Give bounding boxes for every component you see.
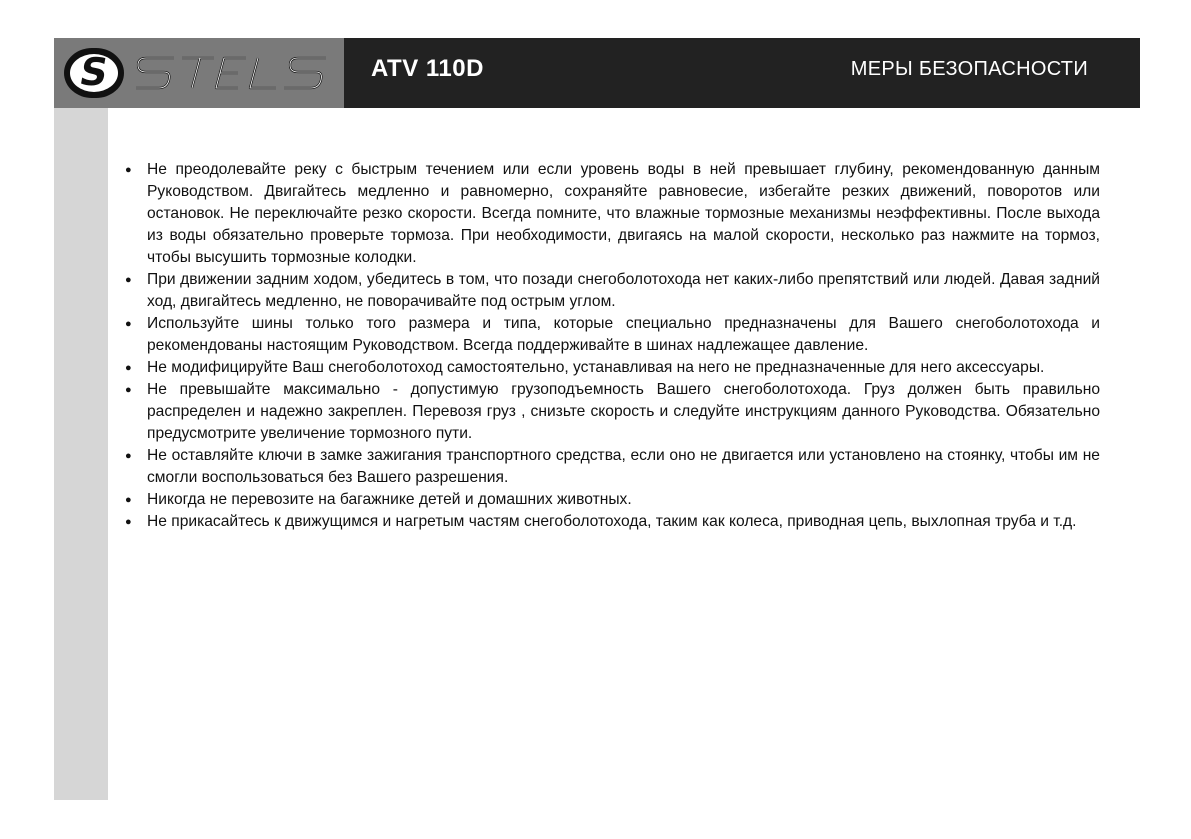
model-title: ATV 110D — [371, 55, 484, 82]
list-item: ● Не модифицируйте Ваш снегоболотоход самостоятельно, устанавливая на него не предназначенные для него аксессуары. — [125, 357, 1100, 379]
brand-logo — [54, 38, 344, 108]
list-item: ● Используйте шины только того размера и типа, которые специально предназначены для Вашего снегоболотохода и рекомендованы настоящим Руководством. Всегда поддерживайте в шинах надлежащее давление. — [125, 313, 1100, 357]
list-item: ● Не превышайте максимально - допустимую грузоподъемность Вашего снегоболотохода. Груз должен быть правильно распределен и надежно закреплен. Перевозя груз , снизьте скорость и следуйте инструкциям данного Руководства. Обязательно предусмотрите увеличение тормозного пути. — [125, 379, 1100, 445]
safety-content — [125, 159, 1100, 533]
list-item: ● Не преодолевайте реку с быстрым течением или если уровень воды в ней превышает глубину, рекомендованную данным Руководством. Двигайтесь медленно и равномерно, сохраняйте равновесие, избегайте резких движений, поворотов или остановок. Не переключайте резко скорости. Всегда помните, что влажные тормозные механизмы неэффективны. После выхода из воды обязательно проверьте тормоза. При необходимости, двигаясь на малой скорости, несколько раз нажмите на тормоз, чтобы высушить тормозные колодки. — [125, 159, 1100, 269]
section-title: МЕРЫ БЕЗОПАСНОСТИ — [850, 58, 1088, 80]
list-item: ● Никогда не перевозите на багажнике детей и домашних животных. — [125, 489, 1100, 511]
list-item: ● Не оставляйте ключи в замке зажигания транспортного средства, если оно не двигается или установлено на стоянку, чтобы им не смогли воспользоваться без Вашего разрешения. — [125, 445, 1100, 489]
page-header — [54, 38, 1140, 108]
stels-wordmark-icon — [134, 52, 334, 94]
list-item: ● При движении задним ходом, убедитесь в том, что позади снегоболотохода нет каких-либо препятствий или людей. Давая задний ход, двигайтесь медленно, не поворачивайте под острым углом. — [125, 269, 1100, 313]
list-item: ● Не прикасайтесь к движущимся и нагретым частям снегоболотохода, таким как колеса, приводная цепь, выхлопная труба и т.д. — [125, 511, 1100, 533]
side-bar — [54, 108, 108, 800]
logo-s-icon: S — [64, 48, 124, 98]
safety-list — [125, 159, 1100, 533]
